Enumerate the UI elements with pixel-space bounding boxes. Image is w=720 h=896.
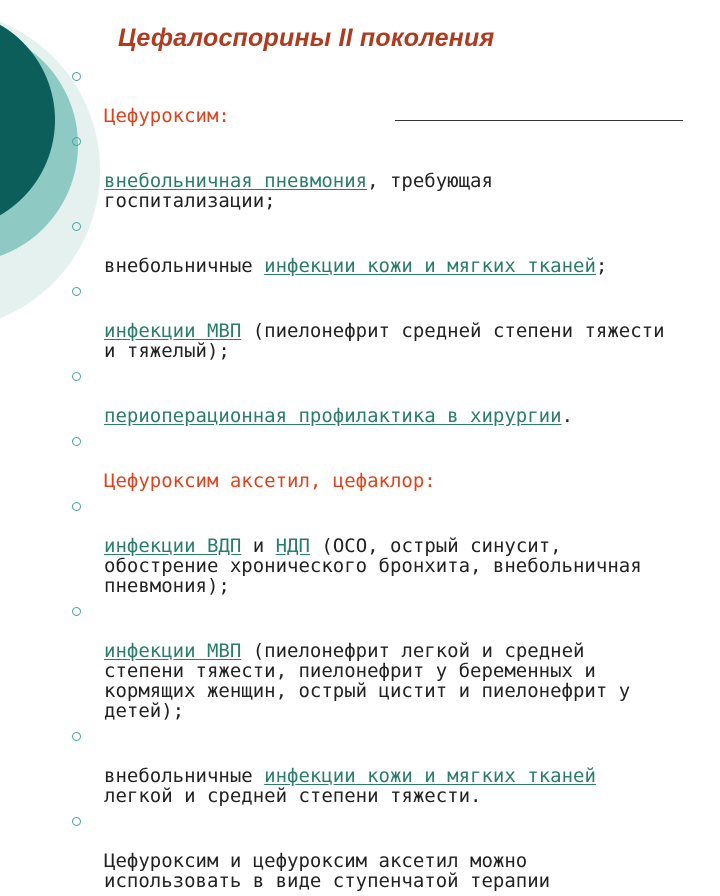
link-text[interactable]: внебольничная пневмония <box>104 170 368 192</box>
item-text: , требующая госпитализации; <box>104 170 493 212</box>
item-text: и <box>241 535 276 557</box>
circle-bullet-icon <box>72 372 81 381</box>
item-text: ; <box>595 255 608 277</box>
link-text[interactable]: инфекции кожи и мягких тканей <box>264 765 596 787</box>
circle-bullet-icon <box>72 222 81 231</box>
link-text[interactable]: инфекции МВП <box>104 320 242 342</box>
link-text[interactable]: НДП <box>275 535 310 557</box>
link-text[interactable]: инфекции МВП <box>104 640 242 662</box>
list-item <box>72 496 718 596</box>
list-item <box>72 601 718 721</box>
item-text: внебольничные <box>104 765 265 787</box>
list-item <box>72 131 718 211</box>
slide-title: Цефалоспорины II поколения <box>118 24 495 52</box>
list-item <box>72 366 718 426</box>
list-item <box>72 811 718 891</box>
item-text: (пиелонефрит средней степени тяжести и тяжелый); <box>104 320 665 362</box>
list-item <box>72 66 718 126</box>
circle-bullet-icon <box>72 437 81 446</box>
item-text: внебольничные <box>104 255 265 277</box>
item-text: (пиелонефрит легкой и средней степени тяжести, пиелонефрит у беременных и кормящих женщин, острый цистит и пиелонефрит у детей); <box>104 640 631 722</box>
item-text: . <box>561 405 574 427</box>
list-item <box>72 431 718 491</box>
circle-bullet-icon <box>72 502 81 511</box>
circle-bullet-icon <box>72 817 81 826</box>
list-item <box>72 281 718 361</box>
circle-bullet-icon <box>72 732 81 741</box>
circle-bullet-icon <box>72 137 81 146</box>
circle-bullet-icon <box>72 607 81 616</box>
list-item <box>72 216 718 276</box>
link-text[interactable]: инфекции кожи и мягких тканей <box>264 255 596 277</box>
circle-bullet-icon <box>72 72 81 81</box>
circle-bullet-icon <box>72 287 81 296</box>
section-heading: Цефуроксим аксетил, цефаклор: <box>104 470 436 492</box>
bullet-list <box>72 66 718 896</box>
list-item <box>72 726 718 806</box>
item-text: (ОСО, острый синусит, обострение хронического бронхита, внебольничная пневмония); <box>104 535 642 597</box>
link-text[interactable]: периоперационная профилактика в хирургии <box>104 405 562 427</box>
section-heading: Цефуроксим: <box>104 105 230 127</box>
item-text: легкой и средней степени тяжести. <box>104 785 482 807</box>
item-text: Цефуроксим и цефуроксим аксетил можно использовать в виде ступенчатой терапии <box>104 850 551 892</box>
link-text[interactable]: инфекции ВДП <box>104 535 242 557</box>
